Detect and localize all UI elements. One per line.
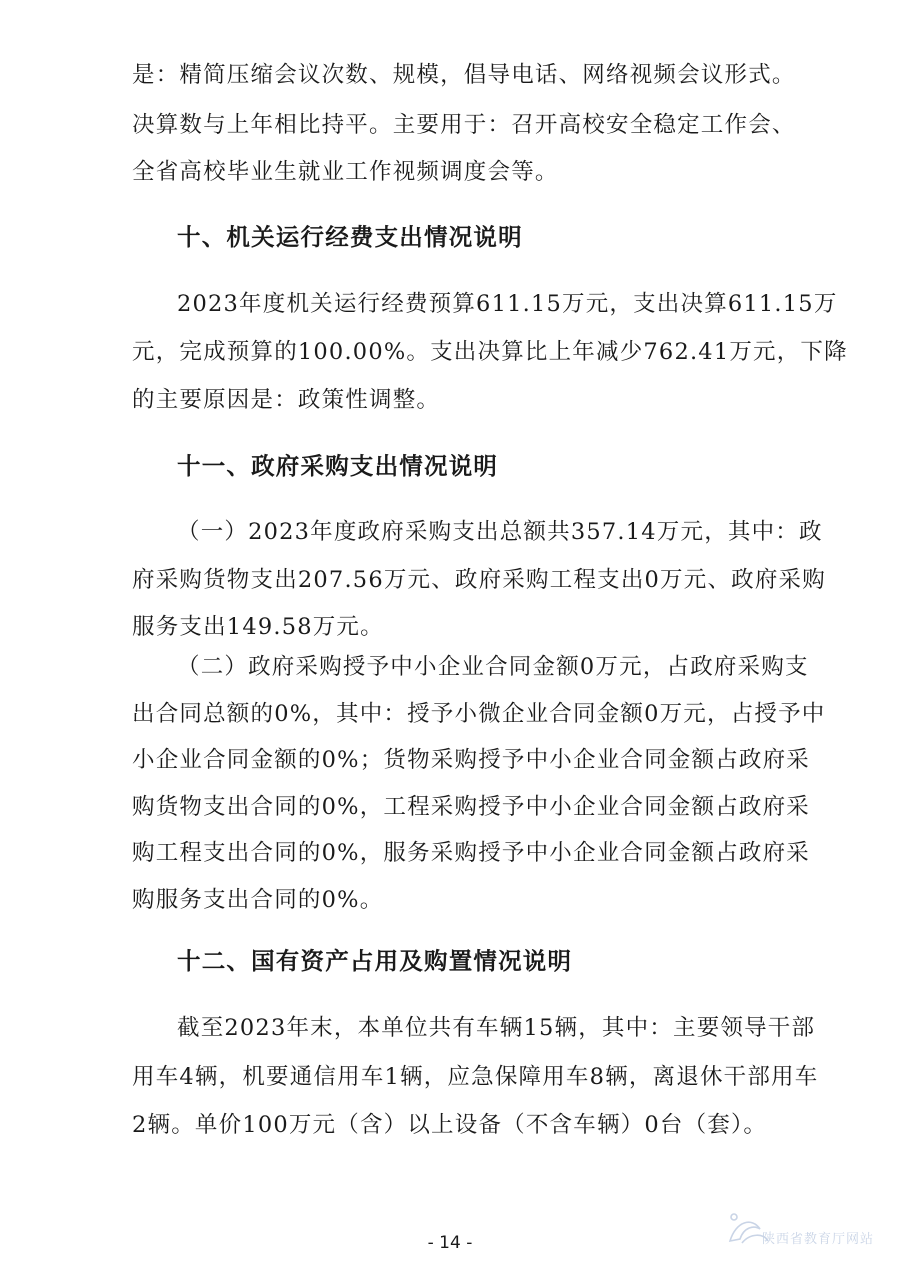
text-line: 府采购货物支出207.56万元、政府采购工程支出0万元、政府采购 <box>132 567 826 593</box>
text-line: 是：精简压缩会议次数、规模，倡导电话、网络视频会议形式。 <box>132 62 796 88</box>
text-line: 小企业合同金额的0%；货物采购授予中小企业合同金额占政府采 <box>132 747 810 773</box>
watermark-text: 陕西省教育厅网站 <box>762 1232 875 1247</box>
text-line: （一）2023年度政府采购支出总额共357.14万元，其中：政 <box>177 519 823 545</box>
text-line: （二）政府采购授予中小企业合同金额0万元，占政府采购支 <box>177 654 809 680</box>
section-heading: 十二、国有资产占用及购置情况说明 <box>177 947 573 975</box>
text-line: 决算数与上年相比持平。主要用于：召开高校安全稳定工作会、 <box>132 112 796 138</box>
text-line: 用车4辆，机要通信用车1辆，应急保障用车8辆，离退休干部用车 <box>132 1064 819 1090</box>
text-line: 2023年度机关运行经费预算611.15万元，支出决算611.15万 <box>177 291 838 317</box>
text-line: 购货物支出合同的0%，工程采购授予中小企业合同金额占政府采 <box>132 794 810 820</box>
text-line: 元，完成预算的100.00%。支出决算比上年减少762.41万元，下降 <box>132 339 848 365</box>
section-heading: 十、机关运行经费支出情况说明 <box>177 223 523 251</box>
text-line: 2辆。单价100万元（含）以上设备（不含车辆）0台（套）。 <box>132 1112 768 1138</box>
page-number: - 14 - <box>427 1233 473 1253</box>
text-line: 服务支出149.58万元。 <box>132 614 384 640</box>
text-line: 购服务支出合同的0%。 <box>132 887 384 913</box>
text-line: 全省高校毕业生就业工作视频调度会等。 <box>132 159 559 185</box>
text-line: 出合同总额的0%，其中：授予小微企业合同金额0万元，占授予中 <box>132 701 826 727</box>
text-line: 截至2023年末，本单位共有车辆15辆，其中：主要领导干部 <box>177 1015 816 1041</box>
text-line: 购工程支出合同的0%，服务采购授予中小企业合同金额占政府采 <box>132 840 810 866</box>
text-line: 的主要原因是：政策性调整。 <box>132 387 441 413</box>
section-heading: 十一、政府采购支出情况说明 <box>177 452 499 480</box>
